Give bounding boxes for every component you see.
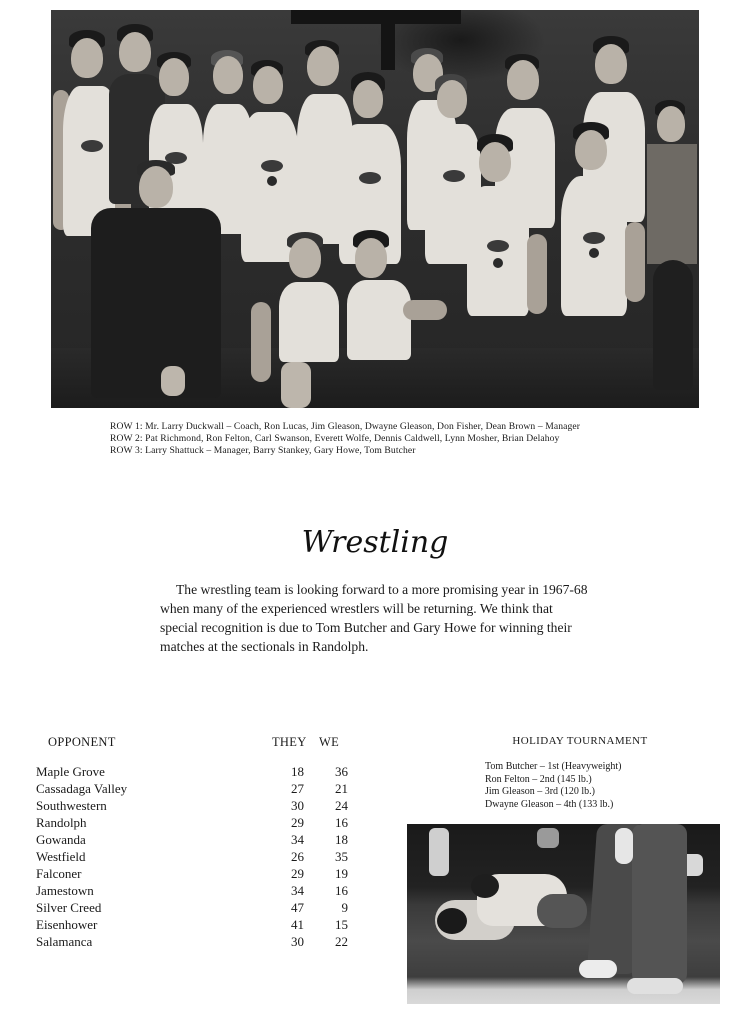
cell-we: 9 <box>341 900 348 915</box>
cell-we: 24 <box>335 798 348 813</box>
caption-row-2: ROW 2: Pat Richmond, Ron Felton, Carl Swanson, Everett Wolfe, Dennis Caldwell, Lynn Mosher, Brian Delahoy <box>110 433 560 444</box>
cell-opponent: Jamestown <box>36 883 94 898</box>
page-title: Wrestling <box>301 525 449 560</box>
cell-we: 15 <box>335 917 348 932</box>
cell-opponent: Eisenhower <box>36 917 98 932</box>
holiday-placing: Tom Butcher – 1st (Heavyweight) <box>485 761 622 772</box>
results-row <box>36 831 366 848</box>
team-photo <box>51 10 699 408</box>
header-opponent: OPPONENT <box>48 735 116 749</box>
cell-opponent: Westfield <box>36 849 86 864</box>
cell-they: 41 <box>291 917 304 932</box>
results-row <box>36 848 366 865</box>
wrestler-head <box>471 874 499 898</box>
cell-we: 18 <box>335 832 348 847</box>
header-they: THEY <box>272 735 307 749</box>
intro-text: The wrestling team is looking forward to a more promising year in 1967-68 when many of the experienced wrestlers will be returning. We think that special recognition is due to Tom Butcher and Gary Howe for winning their matches at the sectionals in Randolph. <box>160 582 588 654</box>
results-row <box>36 899 366 916</box>
cell-they: 34 <box>291 832 304 847</box>
referee-shoe <box>579 960 617 978</box>
cell-opponent: Randolph <box>36 815 87 830</box>
cell-they: 27 <box>291 781 304 796</box>
cell-they: 29 <box>291 815 304 830</box>
cell-we: 21 <box>335 781 348 796</box>
cell-opponent: Cassadaga Valley <box>36 781 128 796</box>
cell-opponent: Silver Creed <box>36 900 102 915</box>
photo-caption <box>110 421 680 457</box>
holiday-placing: Dwayne Gleason – 4th (133 lb.) <box>485 798 614 810</box>
cell-they: 18 <box>291 764 304 779</box>
results-row <box>36 763 366 780</box>
results-row <box>36 882 366 899</box>
cell-they: 26 <box>291 849 304 864</box>
referee-leg <box>632 824 687 984</box>
holiday-placing: Jim Gleason – 3rd (120 lb.) <box>485 786 595 797</box>
cell-opponent: Southwestern <box>36 798 107 813</box>
results-header <box>36 735 366 763</box>
holiday-placing: Ron Felton – 2nd (145 lb.) <box>485 773 592 785</box>
cell-they: 34 <box>291 883 304 898</box>
cell-we: 19 <box>335 866 348 881</box>
basketball-backboard <box>291 10 461 24</box>
results-body <box>36 763 366 950</box>
intro-paragraph <box>160 580 590 656</box>
holiday-title: HOLIDAY TOURNAMENT <box>512 735 648 747</box>
holiday-tournament <box>470 735 690 811</box>
referee-hand <box>615 828 633 864</box>
cell-opponent: Maple Grove <box>36 764 105 779</box>
cell-we: 36 <box>335 764 348 779</box>
cell-they: 29 <box>291 866 304 881</box>
results-row <box>36 780 366 797</box>
results-row <box>36 797 366 814</box>
results-row <box>36 865 366 882</box>
wrestler-legs <box>537 894 587 928</box>
basketball-post <box>381 10 395 70</box>
cell-we: 16 <box>335 883 348 898</box>
results-table <box>36 735 366 950</box>
referee-shoe <box>627 978 683 994</box>
caption-row-3: ROW 3: Larry Shattuck – Manager, Barry Stankey, Gary Howe, Tom Butcher <box>110 445 416 456</box>
cell-we: 35 <box>335 849 348 864</box>
cell-they: 30 <box>291 934 304 949</box>
cell-they: 30 <box>291 798 304 813</box>
cell-we: 16 <box>335 815 348 830</box>
cell-we: 22 <box>335 934 348 949</box>
spectator-figure <box>429 828 449 876</box>
results-row <box>36 814 366 831</box>
cell-opponent: Salamanca <box>36 934 93 949</box>
action-photo <box>407 824 720 1004</box>
header-we: WE <box>319 735 340 749</box>
cell-they: 47 <box>291 900 304 915</box>
cell-opponent: Falconer <box>36 866 82 881</box>
cell-opponent: Gowanda <box>36 832 86 847</box>
results-row <box>36 933 366 950</box>
caption-row-1: ROW 1: Mr. Larry Duckwall – Coach, Ron Lucas, Jim Gleason, Dwayne Gleason, Don Fisher, Dean Brown – Manager <box>110 421 581 432</box>
wrestler-head <box>437 908 467 934</box>
results-row <box>36 916 366 933</box>
spectator-figure <box>537 828 559 848</box>
